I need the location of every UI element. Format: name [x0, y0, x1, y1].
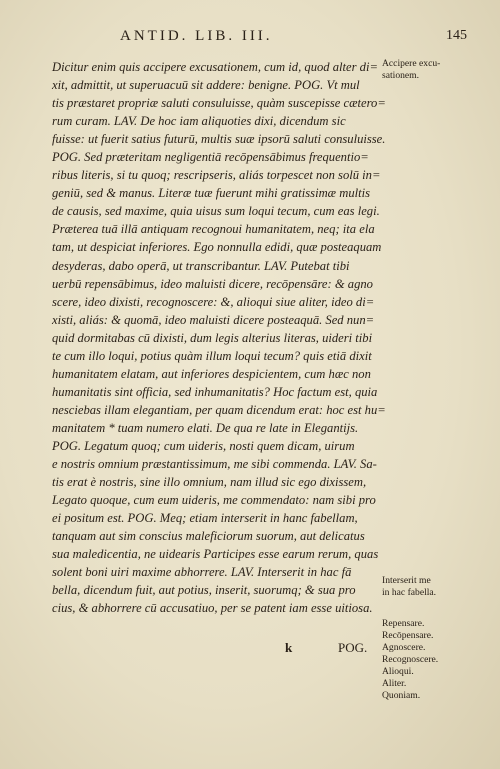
- margin-note: Aliter.: [382, 678, 407, 689]
- text-line: e nostris omnium præstantissimum, me sibi commenda. LAV. Sa-: [52, 457, 377, 472]
- text-line: rum curam. LAV. De hoc iam aliquoties dixi, dicendum sic: [52, 114, 346, 129]
- margin-note: Recognoscere.: [382, 654, 439, 665]
- text-line: xit, admittit, ut superuacuū sit addere: benigne. POG. Vt mul: [52, 78, 360, 93]
- text-line: humanitatis sint officia, sed inhumanitatis? Hoc factum est, quia: [52, 384, 378, 399]
- text-line: Legato quoque, cum eum uideris, me commendato: nam sibi pro: [52, 493, 376, 508]
- margin-note: Quoniam.: [382, 690, 421, 701]
- main-text-block: [52, 58, 386, 617]
- margin-note: Interserit me: [382, 575, 431, 586]
- margin-note: Agnoscere.: [382, 642, 426, 653]
- margin-note: in hac fabella.: [382, 587, 437, 598]
- text-line: fuisse: ut fuerit satius futurū, multis suæ ipsorū saluti consuluisse.: [52, 132, 386, 147]
- catchword: POG.: [338, 640, 368, 655]
- margin-note: sationem.: [382, 70, 420, 81]
- text-line: bella, dicendum fuit, aut potius, inserit, suorumq; & sua pro: [52, 583, 356, 598]
- signature-mark: k: [285, 640, 293, 655]
- text-line: tam, ut despiciat inferiores. Ego nonnulla edidi, quæ posteaquam: [52, 240, 382, 255]
- text-line: tis erat è nostris, sine illo omnium, nam illud sic ego dixissem,: [52, 475, 367, 490]
- text-line: uerbū repensābimus, ideo maluisti dicere, recōpensāre: & agno: [52, 276, 373, 291]
- text-line: ribus literis, si tu quoq; rescripseris, aliás torpescet non solū in=: [52, 168, 381, 183]
- text-line: de causis, sed maxime, quia uisus sum loqui tecum, cum eas legi.: [52, 204, 380, 219]
- text-line: cius, & abhorrere cū accusatiuo, per se patent iam esse uitiosa.: [52, 601, 373, 616]
- text-line: POG. Sed præteritam negligentiā recōpensābimus frequentio=: [52, 150, 369, 165]
- text-line: nesciebas illam elegantiam, per quam dicendum erat: hoc est hu=: [52, 402, 386, 417]
- text-line: desyderas, dabo operā, ut transcribantur. LAV. Putebat tibi: [52, 258, 350, 273]
- page-number: 145: [446, 28, 467, 43]
- margin-note: Repensare.: [382, 618, 425, 629]
- page-header: [0, 28, 500, 48]
- text-line: scere, ideo dixisti, recognoscere: &, alioqui siue aliter, ideo di=: [52, 294, 375, 309]
- margin-note: Recōpensare.: [382, 630, 434, 641]
- text-line: tis præstaret propriæ saluti consuluisse, quàm suscepisse cætero=: [52, 96, 386, 111]
- running-head: ANTID. LIB. III.: [120, 28, 273, 44]
- margin-note: Accipere excu-: [382, 58, 441, 69]
- text-line: manitatem * tuam numero elati. De qua re late in Elegantijs.: [52, 420, 359, 435]
- text-line: tanquam aut sim conscius maleficiorum suorum, aut delicatus: [52, 529, 365, 544]
- text-line: Præterea tuā illā antiquam recognoui humanitatem, neq; ita ela: [52, 222, 375, 237]
- margin-note: Alioqui.: [382, 666, 414, 677]
- text-line: sua maledicentia, ne uidearis Participes esse earum rerum, quas: [52, 547, 379, 562]
- text-line: geniū, sed & manus. Literæ tuæ fuerunt mihi gratissimæ multis: [52, 186, 371, 201]
- text-line: humanitatem elatam, aut inferiores despicientem, cum hæc non: [52, 366, 371, 381]
- text-line: quid dormitabas cū dixisti, dum legis alterius literas, uideri tibi: [52, 330, 373, 345]
- text-line: te cum illo loqui, potius quàm illum loqui tecum? quis etiā dixit: [52, 348, 372, 363]
- text-line: ei positum est. POG. Meq; etiam interserit in hanc fabellam,: [52, 511, 358, 526]
- text-line: Dicitur enim quis accipere excusationem, cum id, quod alter di=: [52, 60, 378, 74]
- text-line: POG. Legatum quoq; cum uideris, nosti quem dicam, uirum: [52, 438, 355, 453]
- text-line: solent boni uiri maxime abhorrere. LAV. Interserit in hac fā: [52, 565, 352, 580]
- text-line: xisti, aliás: & quomā, ideo maluisti dicere posteaquā. Sed nun=: [52, 312, 375, 327]
